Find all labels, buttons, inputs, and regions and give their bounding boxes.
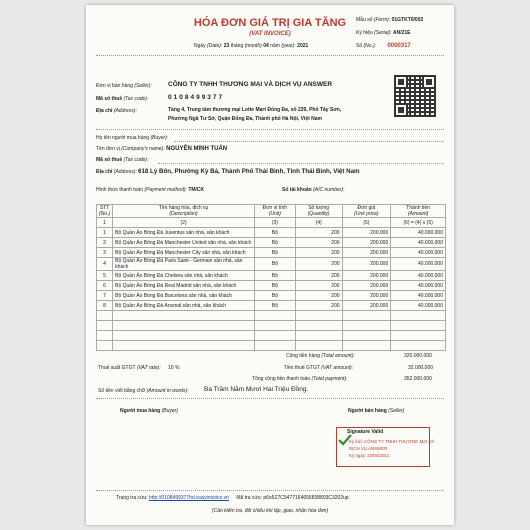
divider	[96, 129, 444, 130]
table-row: 4 Bộ Quần Áo Bóng Đá Paris Saint - Germain sân nhà, sân khách Bộ 200 200.000 40.000.000	[97, 258, 446, 271]
signature-company: DỊCH VỤ ANSWER	[349, 446, 388, 451]
table-row-empty	[97, 331, 446, 341]
table-row-empty	[97, 311, 446, 321]
seller-tax-code: 0108499377	[168, 94, 225, 101]
account-number-row: Số tài khoản (A/C number):	[282, 187, 345, 193]
buyer-tax-line	[158, 163, 444, 164]
amount-words: Ba Trăm Năm Mươi Hai Triệu Đồng.	[204, 386, 309, 393]
signature-valid-title: Signature Valid	[347, 429, 384, 435]
signature-signed-by: Ký bởi: CÔNG TY TNHH THƯƠNG MẠI VÀ	[349, 439, 435, 444]
buyer-address: 618 Lý Bôn, Phường Kỳ Bá, Thành Phố Thái Bình, Tỉnh Thái Bình, Việt Nam	[138, 168, 360, 175]
col-amount: Thành tiền (Amount)	[391, 205, 446, 218]
divider	[96, 490, 444, 491]
subtotal-value: 320.000.000	[404, 353, 432, 359]
signature-date: Ký ngày: 23/04/2021	[349, 453, 390, 458]
table-row: 8 Bộ Quần Áo Bóng Đá Arsenal sân nhà, sân khách Bộ 200 200.000 40.000.000	[97, 301, 446, 311]
seller-tax-row: Mã số thuế (Tax code):	[96, 96, 149, 102]
vat-rate-label: Thuế suất GTGT (VAT rate): 10 %	[98, 365, 180, 371]
table-row: 3 Bộ Quần Áo Bóng Đá Manchester City sân nhà, sân khách Bộ 200 200.000 40.000.000	[97, 248, 446, 258]
grand-total-value: 352.000.000	[404, 376, 432, 382]
col-unit-price: Đơn giá (Unit price)	[342, 205, 391, 218]
buyer-company-row: Tên đơn vị (Company's name): NGUYỄN MINH TUẤN	[96, 146, 228, 152]
col-quantity: Số lượng (Quantity)	[295, 205, 342, 218]
amount-words-label: Số tiền viết bằng chữ (Amount in words):	[98, 388, 189, 394]
buyer-tax-row: Mã số thuế (Tax code):	[96, 157, 149, 163]
table-row-empty	[97, 321, 446, 331]
buyer-signature-label: Người mua hàng (Buyer)	[120, 408, 179, 414]
table-header	[97, 205, 446, 218]
form-number: Mẫu số (Form): 01GTKT0/002	[356, 17, 424, 23]
col-unit: Đơn vị tính (Unit)	[254, 205, 295, 218]
buyer-address-row: Địa chỉ (Address):	[96, 169, 137, 175]
divider	[96, 55, 444, 56]
seller-address-line1: Tầng 4, Trung tâm thương mại Lotte Mart Đống Đa, số 229, Phố Tây Sơn,	[168, 107, 342, 113]
table-row: 6 Bộ Quần Áo Bóng Đá Real Madrid sân nhà, sân khách Bộ 200 200.000 40.000.000	[97, 281, 446, 291]
seller-signature-label: Người bán hàng (Seller)	[348, 408, 405, 414]
grand-total-label: Tổng cộng tiền thanh toán (Total payment):	[252, 376, 348, 382]
seller-name-row: Đơn vị bán hàng (Seller):	[96, 83, 152, 89]
footer-note: (Cần kiểm tra, đối chiếu khi lập, giao, nhận hóa đơn)	[211, 508, 329, 514]
invoice-number: Số (No.): 0000317	[356, 43, 411, 49]
vat-amount-label: Tiền thuế GTGT (VAT amount):	[284, 365, 354, 371]
lookup-code: p6o5Z7C5477164656838803C3202up	[263, 495, 349, 501]
table-row: 5 Bộ Quần Áo Bóng Đá Chelsea sân nhà, sân khách Bộ 200 200.000 40.000.000	[97, 271, 446, 281]
serial-number: Ký hiệu (Serial): AN/21E	[356, 30, 411, 36]
invoice-sheet	[86, 5, 454, 525]
items-table	[96, 204, 446, 351]
qr-code	[394, 75, 436, 117]
subtotal-label: Cộng tiền hàng (Total amount):	[286, 353, 355, 359]
digital-signature-box	[336, 427, 435, 467]
buyer-name-row: Họ tên người mua hàng (Buyer):	[96, 135, 169, 141]
seller-name: CÔNG TY TNHH THƯƠNG MẠI VÀ DỊCH VỤ ANSWER	[168, 81, 333, 88]
invoice-date: Ngày (Date): 23 tháng (month) 04 năm (year): 2021	[194, 43, 309, 49]
vat-amount-value: 32.000.000	[408, 365, 434, 371]
table-header-index: 1 (2) (3) (4) (5) (6) = (4) x (5)	[97, 218, 446, 228]
table-row: 7 Bộ Quần Áo Bóng Đá Barcelona sân nhà, sân khách Bộ 200 200.000 40.000.000	[97, 291, 446, 301]
invoice-title: HÓA ĐƠN GIÁ TRỊ GIA TĂNG	[193, 17, 347, 29]
table-row: 2 Bộ Quần Áo Bóng Đá Manchester United sân nhà, sân khách Bộ 200 200.000 40.000.000	[97, 238, 446, 248]
invoice-subtitle: (VAT INVOICE)	[249, 31, 291, 37]
table-row: 1 Bộ Quần Áo Bóng Đá Juventus sân nhà, sân khách Bộ 200 200.000 40.000.000	[97, 228, 446, 238]
col-no: STT (No.)	[97, 205, 113, 218]
col-description: Tên hàng hóa, dịch vụ (Description)	[113, 205, 255, 218]
divider	[96, 398, 444, 399]
buyer-name-line	[174, 141, 444, 142]
seller-address-row: Địa chỉ (Address):	[96, 108, 137, 114]
seller-address-line2: Phường Ngã Tư Sở, Quận Đống Đa, Thành phố Hà Nội, Việt Nam	[168, 116, 322, 122]
lookup-row: Trang tra cứu: http://0108499377hd.easyinvoice.vn Mã tra cứu: p6o5Z7C5477164656838803C3202up	[116, 495, 349, 501]
payment-method-row: Hình thức thanh toán (Payment method): TM/CK	[96, 187, 205, 193]
lookup-link[interactable]: http://0108499377hd.easyinvoice.vn	[148, 495, 229, 501]
table-row-empty	[97, 341, 446, 351]
